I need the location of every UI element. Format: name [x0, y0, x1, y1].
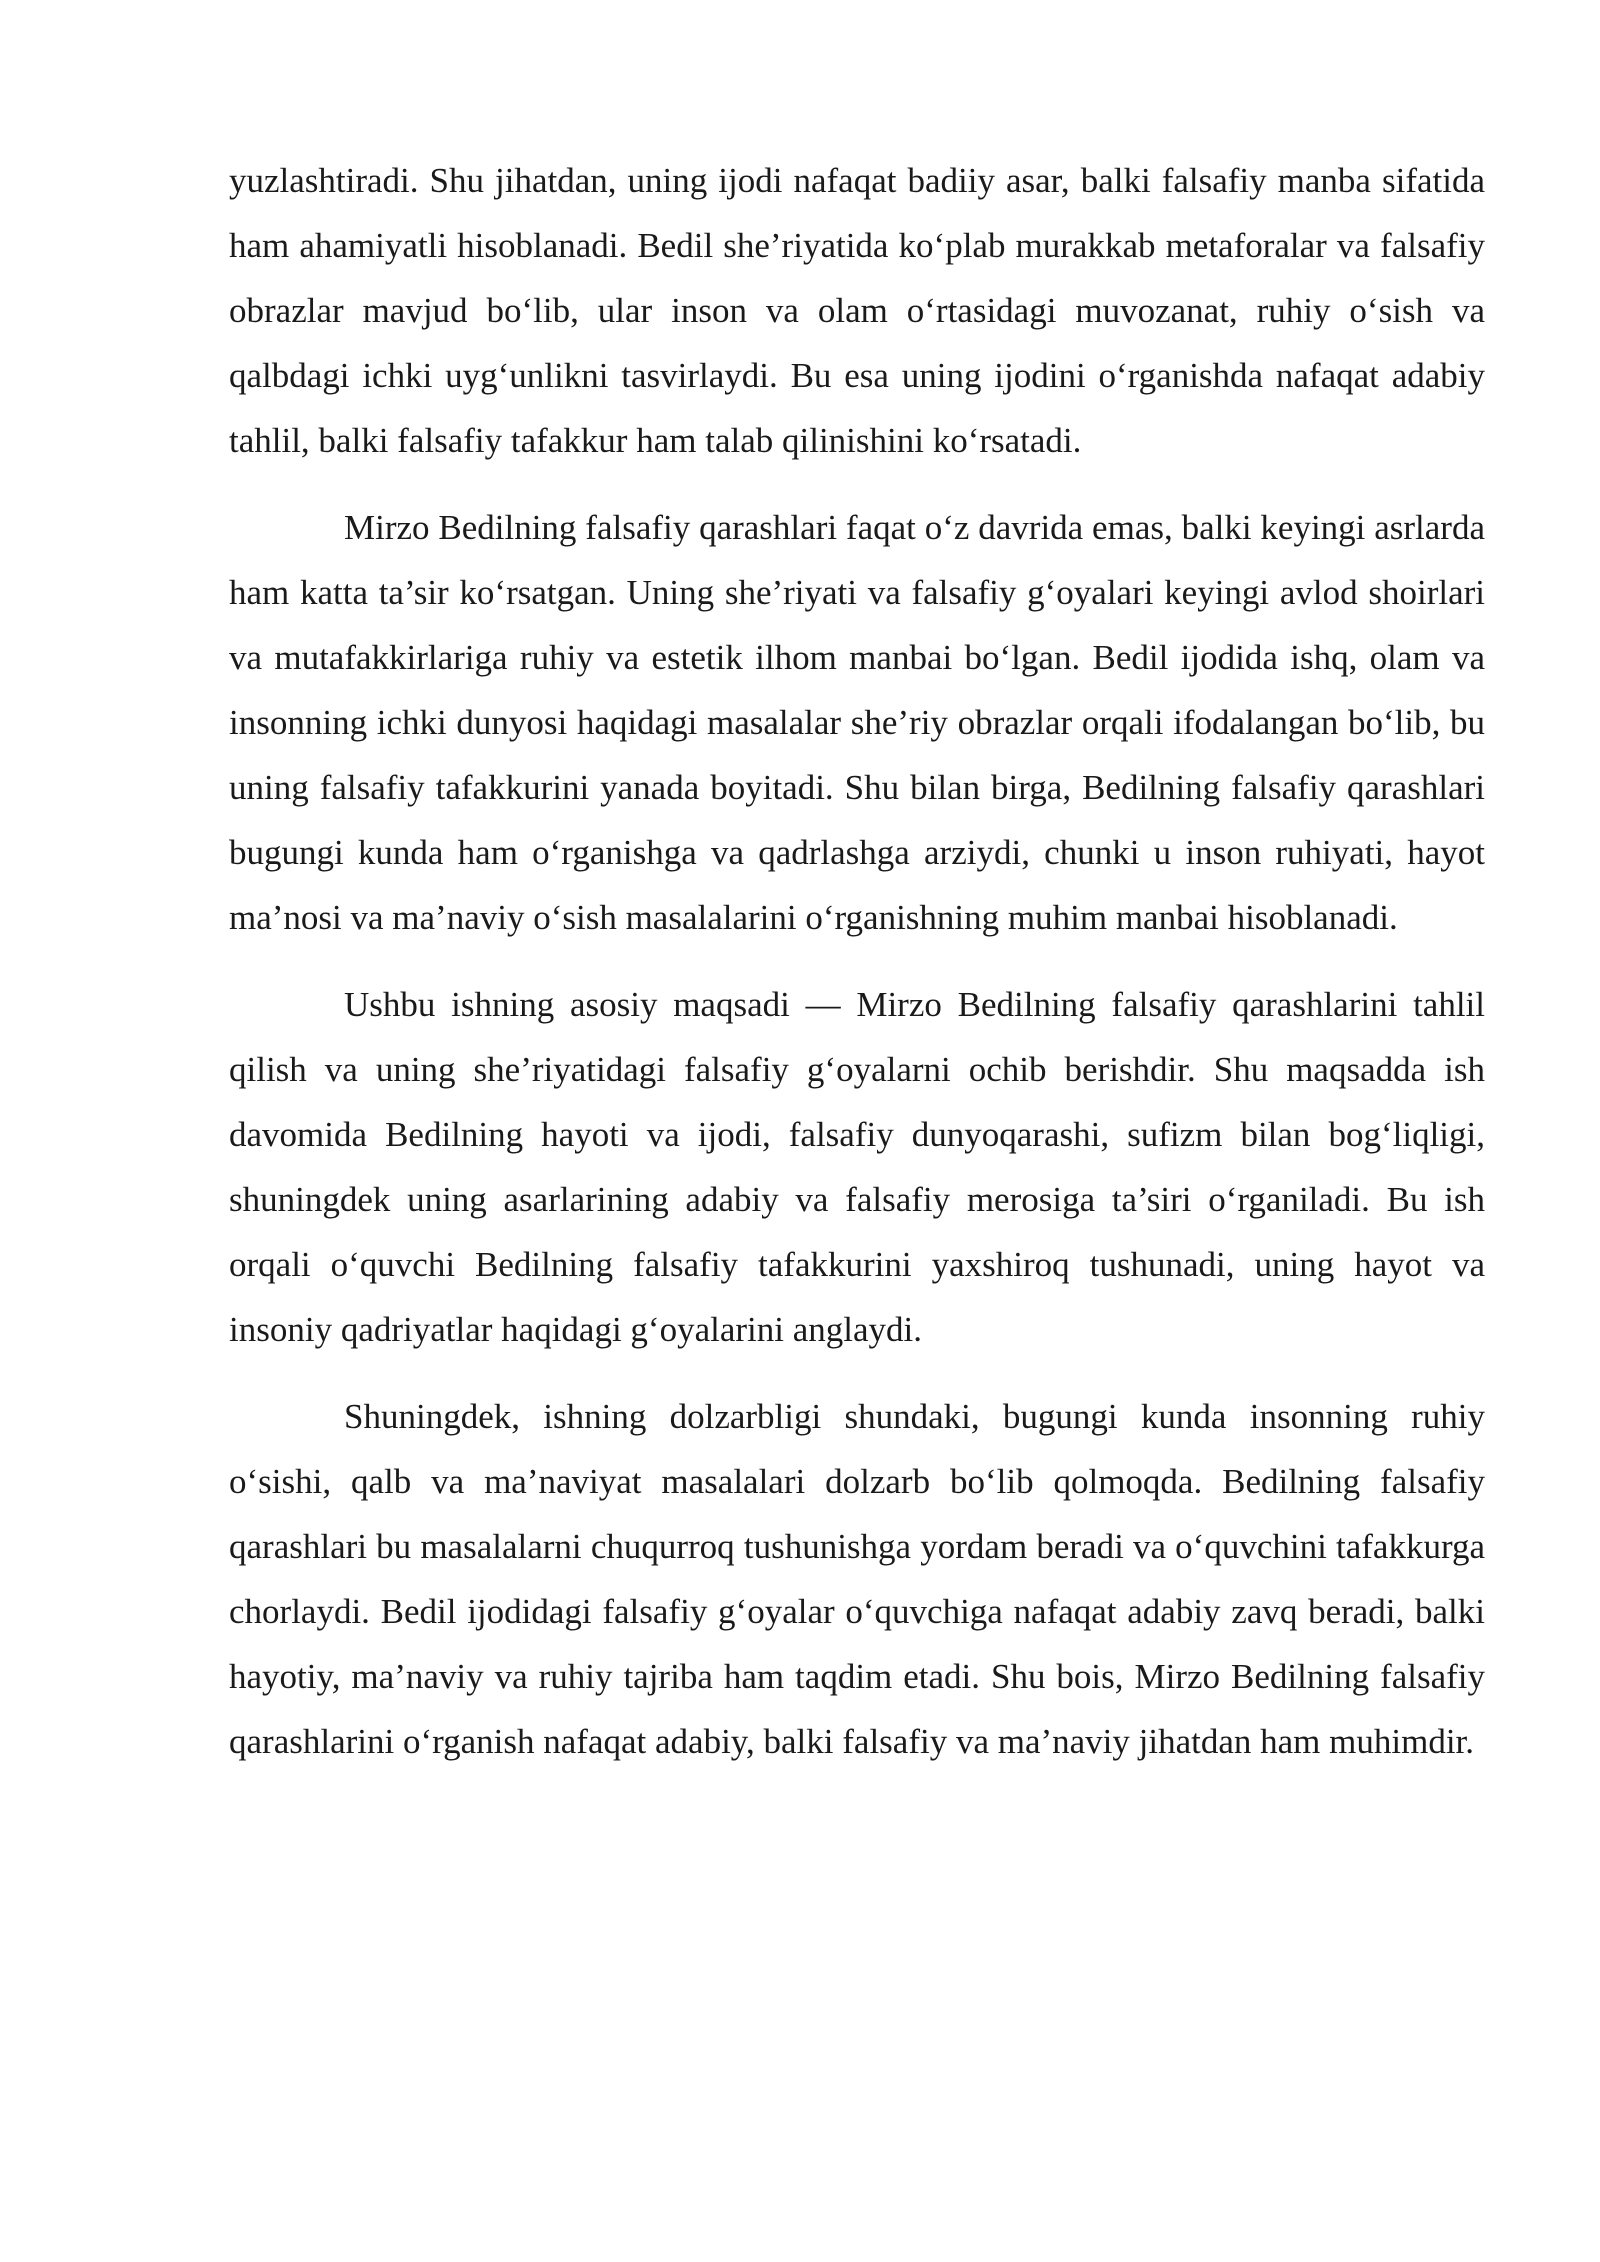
- paragraph-bedil-influence: Mirzo Bedilning falsafiy qarashlari faqat o‘z davrida emas, balki keyingi asrlarda ham katta ta’sir ko‘rsatgan. Uning she’riyati va falsafiy g‘oyalari keyingi avlod shoirlari va mutafakkirlariga ruhiy va estetik ilhom manbai bo‘lgan. Bedil ijodida ishq, olam va insonning ichki dunyosi haqidagi masalalar she’riy obrazlar orqali ifodalangan bo‘lib, bu uning falsafiy tafakkurini yanada boyitadi. Shu bilan birga, Bedilning falsafiy qarashlari bugungi kunda ham o‘rganishga va qadrlashga arziydi, chunki u inson ruhiyati, hayot ma’nosi va ma’naviy o‘sish masalalarini o‘rganishning muhim manbai hisoblanadi.: [229, 508, 1485, 937]
- paragraph-work-goal: Ushbu ishning asosiy maqsadi — Mirzo Bedilning falsafiy qarashlarini tahlil qilish va uning she’riyatidagi falsafiy g‘oyalarni ochib berishdir. Shu maqsadda ish davomida Bedilning hayoti va ijodi, falsafiy dunyoqarashi, sufizm bilan bog‘liqligi, shuningdek uning asarlarining adabiy va falsafiy merosiga ta’siri o‘rganiladi. Bu ish orqali o‘quvchi Bedilning falsafiy tafakkurini yaxshiroq tushunadi, uning hayot va insoniy qadriyatlar haqidagi g‘oyalarini anglaydi.: [229, 985, 1485, 1349]
- paragraph-relevance: Shuningdek, ishning dolzarbligi shundaki, bugungi kunda insonning ruhiy o‘sishi, qalb va ma’naviyat masalalari dolzarb bo‘lib qolmoqda. Bedilning falsafiy qarashlari bu masalalarni chuqurroq tushunishga yordam beradi va o‘quvchini tafakkurga chorlaydi. Bedil ijodidagi falsafiy g‘oyalar o‘quvchiga nafaqat adabiy zavq beradi, balki hayotiy, ma’naviy va ruhiy tajriba ham taqdim etadi. Shu bois, Mirzo Bedilning falsafiy qarashlarini o‘rganish nafaqat adabiy, balki falsafiy va ma’naviy jihatdan ham muhimdir.: [229, 1397, 1485, 1761]
- paragraph-continuation: yuzlashtiradi. Shu jihatdan, uning ijodi nafaqat badiiy asar, balki falsafiy manba sifatida ham ahamiyatli hisoblanadi. Bedil she’riyatida ko‘plab murakkab metaforalar va falsafiy obrazlar mavjud bo‘lib, ular inson va olam o‘rtasidagi muvozanat, ruhiy o‘sish va qalbdagi ichki uyg‘unlikni tasvirlaydi. Bu esa uning ijodini o‘rganishda nafaqat adabiy tahlil, balki falsafiy tafakkur ham talab qilinishini ko‘rsatadi.: [229, 161, 1485, 460]
- page-body-text: [229, 148, 1485, 1796]
